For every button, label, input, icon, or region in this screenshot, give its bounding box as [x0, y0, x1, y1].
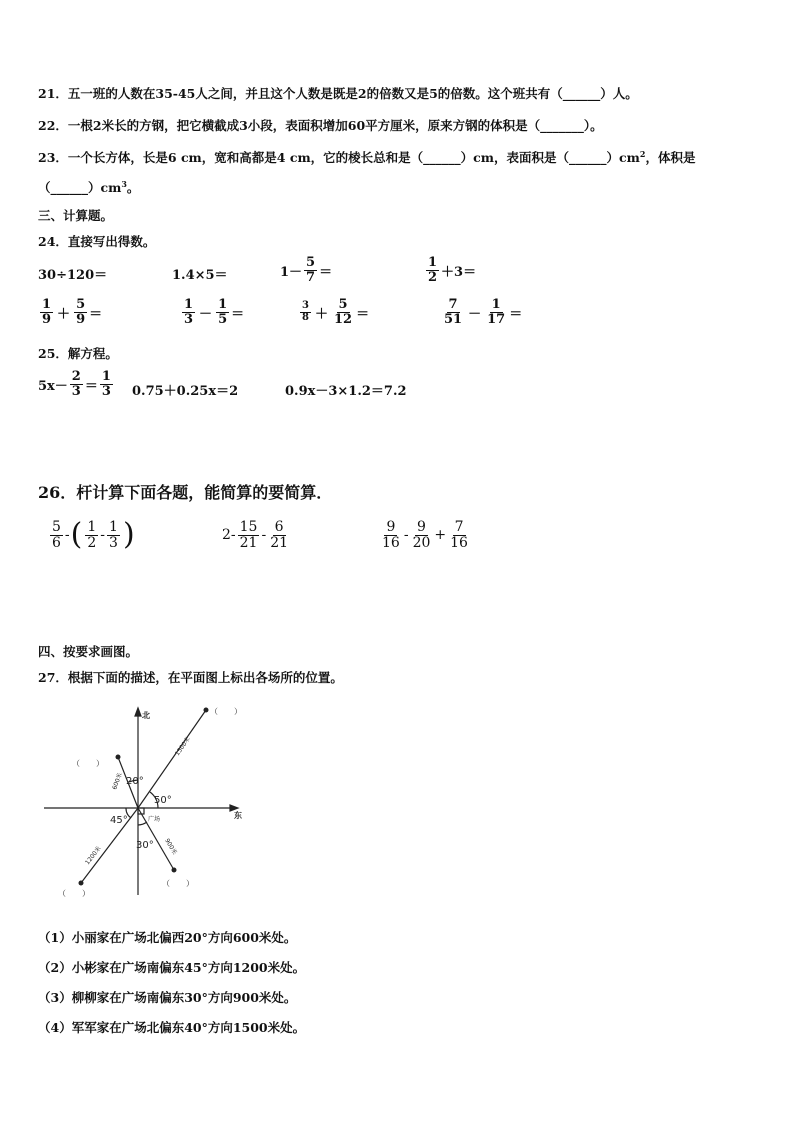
direction-diagram [38, 700, 268, 900]
dist-1500: 1500米 [173, 735, 192, 758]
angle-45: 45° [110, 815, 128, 826]
fraction: $\frac{7}{51}$ [444, 297, 463, 327]
fraction: $\frac{5}{7}$ [306, 255, 316, 285]
left-paren: ( [70, 517, 83, 553]
q23-sup: 2 [639, 148, 646, 159]
eq-25-e1: 5x－ $\frac{2}{3}$ ＝ $\frac{1}{3}$ [38, 369, 111, 399]
q23-end: 。 [126, 180, 140, 195]
section-3-title: 三、计算题。 [38, 208, 114, 223]
fraction: $\frac{9}{20}$ [412, 519, 431, 551]
right-paren: ) [122, 517, 135, 553]
calc-24-e8: $\frac{7}{51}$ － $\frac{1}{17}$ ＝ [444, 297, 523, 327]
angle-50: 50° [154, 795, 172, 806]
q23-text-b: ，体积是 [645, 150, 696, 165]
fraction: $\frac{1}{3}$ [109, 519, 118, 551]
question-23-cont [38, 178, 139, 196]
calc-24-e4 [424, 256, 476, 284]
angle-arc-30 [138, 822, 147, 825]
calc-24-e2: 1.4×5＝ [172, 268, 228, 283]
fraction: $\frac{1}{9}$ [42, 297, 52, 327]
e3-post: ＝ [319, 264, 333, 280]
question-26: 26．杆计算下面各题，能简算的要简算． [38, 483, 333, 502]
q23-text-c: （______）cm [38, 180, 122, 195]
item-27-1: （1）小丽家在广场北偏西20°方向600米处。 [38, 930, 297, 945]
fraction: $\frac{7}{16}$ [450, 519, 468, 551]
angle-20: 20° [126, 776, 144, 787]
calc-24-e5: $\frac{1}{9}$ ＋ $\frac{5}{9}$ ＝ [42, 297, 103, 327]
fraction: $\frac{5}{6}$ [52, 519, 61, 551]
e4-post: ＋3＝ [441, 264, 477, 280]
fraction: $\frac{3}{8}$ [302, 300, 309, 323]
fraction: $\frac{1}{5}$ [218, 297, 228, 327]
section-4-title: 四、按要求画图。 [38, 644, 139, 659]
e3-pre: 1－ [280, 264, 303, 280]
fraction: $\frac{5}{12}$ [333, 297, 353, 327]
q23-text-a: 23．一个长方体，长是6 cm，宽和高都是4 cm，它的棱长总和是（______）cm，表面积是（______）cm [38, 150, 640, 165]
fraction: $\frac{5}{9}$ [76, 297, 86, 327]
question-21: 21．五一班的人数在35-45人之间，并且这个人数是既是2的倍数又是5的倍数。这个班共有（______）人。 [38, 86, 638, 101]
item-27-4: （4）军军家在广场北偏东40°方向1500米处。 [38, 1020, 306, 1035]
fraction: $\frac{2}{3}$ [71, 369, 81, 399]
calc-24-e1: 30÷120＝ [38, 268, 108, 283]
ray-north-east [138, 710, 206, 808]
item-27-3: （3）柳柳家在广场南偏东30°方向900米处。 [38, 990, 297, 1005]
q23-sup-3: 3 [121, 178, 127, 189]
point-ne [204, 708, 209, 713]
fraction: $\frac{1}{2}$ [87, 519, 97, 551]
fraction: $\frac{1}{17}$ [487, 297, 506, 327]
dist-600: 600米 [111, 771, 124, 791]
north-arrow-icon [135, 708, 141, 716]
item-27-2: （2）小彬家在广场南偏东45°方向1200米处。 [38, 960, 306, 975]
fraction: $\frac{6}{21}$ [270, 519, 289, 551]
question-25: 25．解方程。 [38, 346, 118, 361]
fraction: $\frac{1}{2}$ [428, 255, 438, 285]
eq-25-e3: 0.9x－3×1.2＝7.2 [285, 384, 407, 399]
dist-900: 900米 [163, 837, 179, 857]
calc-26-c: $\frac{9}{16}$ - $\frac{9}{20}$ + $\frac{7}{16}$ [382, 519, 468, 551]
blank-ne: （ ） [210, 707, 242, 716]
fraction: $\frac{9}{16}$ [382, 519, 400, 551]
eq-25-e2: 0.75＋0.25x＝2 [132, 384, 239, 399]
blank-se: （ ） [162, 879, 194, 888]
point-se [172, 868, 177, 873]
question-24: 24．直接写出得数。 [38, 234, 156, 249]
point-sw [79, 881, 84, 886]
north-label: 北 [142, 711, 150, 720]
angle-30: 30° [136, 840, 154, 851]
point-nw [116, 755, 121, 760]
east-label: 东 [234, 811, 242, 820]
calc-26-b: 2- $\frac{15}{21}$ - $\frac{6}{21}$ [222, 519, 289, 551]
calc-26-a: $\frac{5}{6}$ - ( $\frac{1}{2}$ - $\frac{1}{3}$ ) [52, 517, 135, 553]
question-23 [38, 148, 695, 166]
dist-1200: 1200米 [84, 845, 103, 867]
fraction: $\frac{1}{3}$ [101, 369, 111, 399]
fraction: $\frac{15}{21}$ [239, 519, 258, 551]
blank-sw: （ ） [58, 889, 90, 898]
fraction: $\frac{1}{3}$ [184, 297, 194, 327]
question-22: 22．一根2米长的方钢，把它横截成3小段，表面积增加60平方厘米，原来方钢的体积是（_______）。 [38, 118, 603, 133]
square-label: 广场 [148, 816, 161, 823]
question-27: 27．根据下面的描述，在平面图上标出各场所的位置。 [38, 670, 343, 685]
calc-24-e6: $\frac{1}{3}$ － $\frac{1}{5}$ ＝ [184, 297, 245, 327]
calc-24-e3 [280, 256, 332, 284]
calc-24-e7: $\frac{3}{8}$ ＋ $\frac{5}{12}$ ＝ [302, 297, 370, 327]
blank-nw: （ ） [72, 759, 104, 768]
